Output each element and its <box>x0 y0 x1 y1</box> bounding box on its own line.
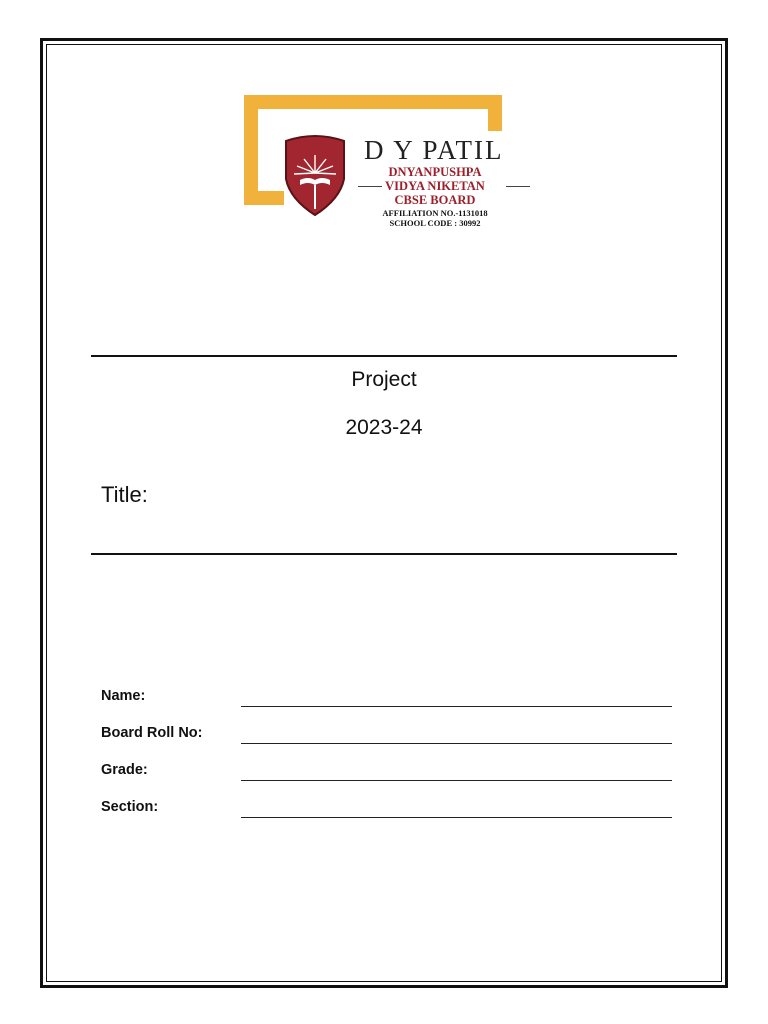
affiliation-number: AFFILIATION NO.-1131018 <box>382 208 488 218</box>
field-label: Grade: <box>101 762 148 778</box>
logo-bracket-left <box>244 95 258 205</box>
logo-line-3: CBSE BOARD <box>394 193 476 207</box>
section-blank-line <box>241 817 672 818</box>
divider-bottom <box>91 553 677 555</box>
field-section <box>101 799 672 821</box>
name-blank-line <box>241 706 672 707</box>
roll-no-blank-line <box>241 743 672 744</box>
project-heading: Project <box>351 368 417 391</box>
field-name <box>101 688 672 710</box>
field-label: Board Roll No: <box>101 725 203 741</box>
logo-bracket-top <box>244 95 502 109</box>
field-label: Name: <box>101 688 146 704</box>
logo-bracket-right <box>488 95 502 131</box>
divider-top <box>91 355 677 357</box>
field-board-roll-no <box>101 725 672 747</box>
logo-line-1: DNYANPUSHPA <box>388 165 482 179</box>
logo-bracket-bottom <box>244 191 284 205</box>
grade-blank-line <box>241 780 672 781</box>
title-label: Title: <box>101 482 148 507</box>
logo-rule-right <box>506 186 530 187</box>
field-grade <box>101 762 672 784</box>
school-code: SCHOOL CODE : 30992 <box>389 218 481 228</box>
field-label: Section: <box>101 799 159 815</box>
brand-name: D Y PATIL <box>364 135 504 165</box>
school-logo <box>244 95 534 235</box>
logo-line-2: VIDYA NIKETAN <box>385 179 485 193</box>
academic-year: 2023-24 <box>345 416 423 439</box>
crest-shield-icon <box>282 133 348 217</box>
